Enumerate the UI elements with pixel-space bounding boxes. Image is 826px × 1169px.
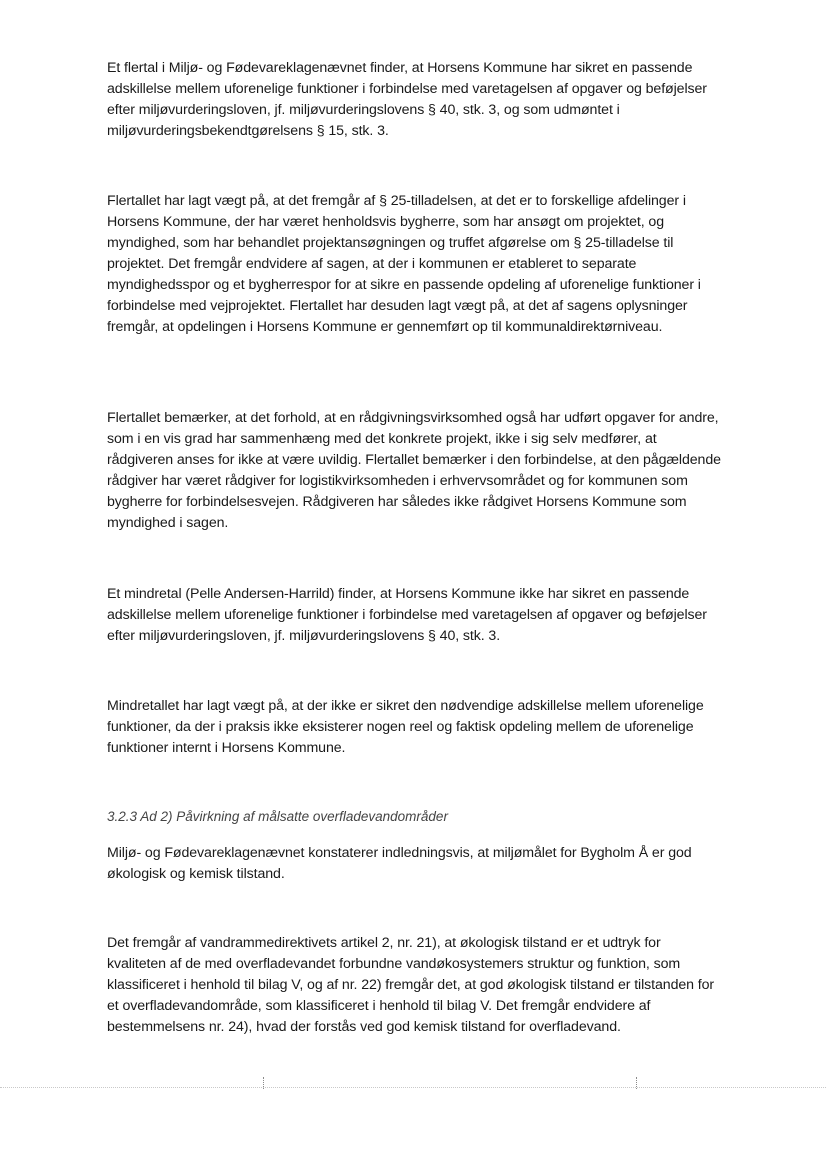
- paragraph-majority-remarks: Flertallet bemærker, at det forhold, at en rådgivningsvirksomhed også har udført opgaver for andre, som i en vis grad har sammenhæng med det konkrete projekt, ikke i sig selv medfører, at rådgiveren anses for ikke at være uvildig. Flertallet bemærker i den forbindelse, at den pågældende rådgiver har været rådgiver for logistikvirksomheden i erhvervsområdet og for kommunen som bygherre for forbindelsesvejen. Rådgiveren har således ikke rådgivet Horsens Kommune som myndighed i sagen.: [107, 410, 721, 531]
- paragraph-minority-reasoning: Mindretallet har lagt vægt på, at der ikke er sikret den nødvendige adskillelse mellem uforenelige funktioner, da der i praksis ikke eksisterer nogen reel og faktisk opdeling mellem de uforenelige funktioner internt i Horsens Kommune.: [107, 698, 704, 756]
- page-fold-line: [0, 1087, 826, 1088]
- paragraph-water-framework-directive: Det fremgår af vandrammedirektivets artikel 2, nr. 21), at økologisk tilstand er et udtryk for kvaliteten af de med overfladevandet forbundne vandøkosystemers struktur og funktion, som klassificeret i henhold til bilag V, og af nr. 22) fremgår det, at god økologisk tilstand er tilstanden for et overfladevandområde, som klassificeret i henhold til bilag V. Det fremgår endvidere af bestemmelsens nr. 24), hvad der forstås ved god kemisk tilstand for overfladevand.: [107, 935, 715, 1035]
- paragraph-majority-finding: Et flertal i Miljø- og Fødevareklagenævnet finder, at Horsens Kommune har sikret en passende adskillelse mellem uforenelige funktioner i forbindelse med varetagelsen af opgaver og beføjelser efter miljøvurderingsloven, jf. miljøvurderingslovens § 40, stk. 3, og som udmøntet i miljøvurderingsbekendtgørelsens § 15, stk. 3.: [107, 60, 707, 139]
- paragraph-environmental-goal: Miljø- og Fødevareklagenævnet konstaterer indledningsvis, at miljømålet for Bygholm Å er god økologisk og kemisk tilstand.: [107, 845, 692, 882]
- scan-mark-left: [263, 1077, 267, 1089]
- paragraph-minority-finding: Et mindretal (Pelle Andersen-Harrild) finder, at Horsens Kommune ikke har sikret en passende adskillelse mellem uforenelige funktioner i forbindelse med varetagelsen af opgaver og beføjelser efter miljøvurderingsloven, jf. miljøvurderingslovens § 40, stk. 3.: [107, 586, 707, 644]
- scan-mark-right: [636, 1077, 640, 1089]
- section-heading: 3.2.3 Ad 2) Påvirkning af målsatte overfladevandområder: [107, 809, 448, 824]
- paragraph-majority-reasoning: Flertallet har lagt vægt på, at det fremgår af § 25-tilladelsen, at det er to forskellige afdelinger i Horsens Kommune, der har været henholdsvis bygherre, som har ansøgt om projektet, og myndighed, som har behandlet projektansøgningen og truffet afgørelse om § 25-tilladelse til projektet. Det fremgår endvidere af sagen, at der i kommunen er etableret to separate myndighedsspor og et bygherrespor for at sikre en passende opdeling af uforenelige funktioner i forbindelse med vejprojektet. Flertallet har desuden lagt vægt på, at det af sagens oplysninger fremgår, at opdelingen i Horsens Kommune er gennemført op til kommunaldirektørniveau.: [107, 193, 701, 335]
